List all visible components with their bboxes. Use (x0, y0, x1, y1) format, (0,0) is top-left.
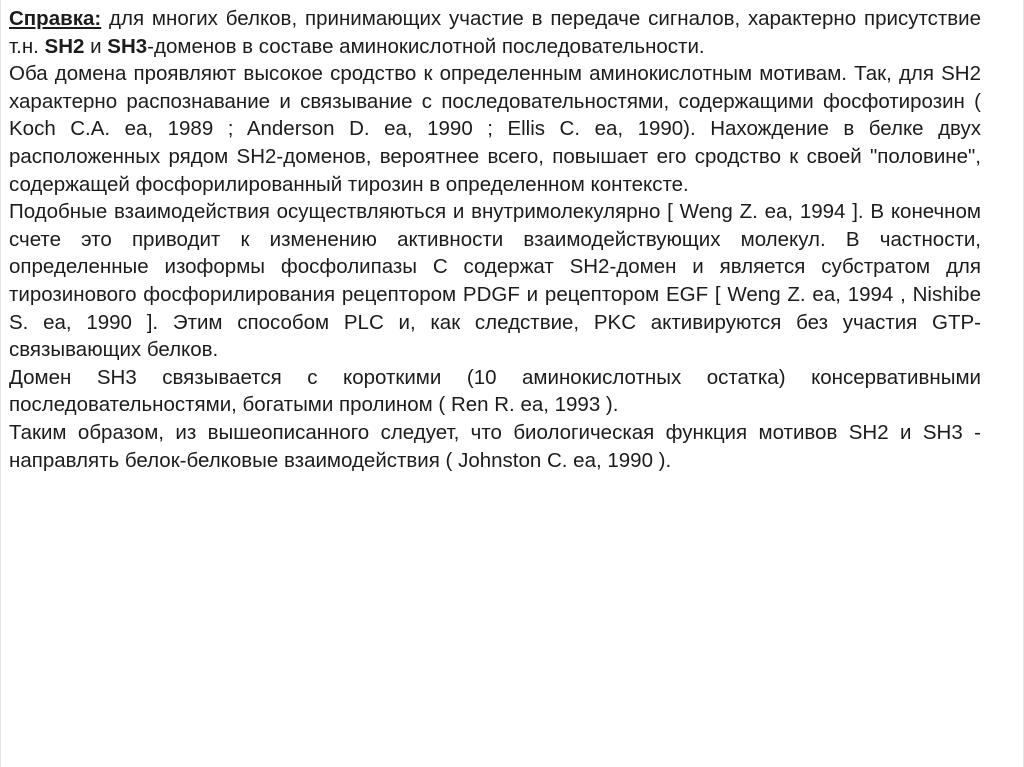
term-sh3: SH3 (107, 34, 148, 58)
paragraph-affinity: Оба домена проявляют высокое сродство к определенным аминокислотным мотивам. Так, для SH2 характерно распознавание и связывание с последовательностями, содержащими фосфотирозин ( Koch C.A. ea, 1989 ; Anderson D. ea, 1990 ; Ellis C. ea, 1990). Нахождение в белке двух расположенных рядом SH2-доменов, вероятнее всего, повышает его сродство к своей "половине", содержащей фосфорилированный тирозин в определенном контексте. (9, 62, 981, 196)
text-body (9, 5, 981, 474)
paragraph-conclusion: Таким образом, из вышеописанного следует, что биологическая функция мотивов SH2 и SH3 - направлять белок-белковые взаимодействия ( Johnston C. ea, 1990 ). (9, 420, 981, 472)
reference-text-a: для многих белков, принимающих участие в передаче сигналов, характерно присутствие т.н. (9, 7, 981, 58)
reference-text-b: и (84, 34, 108, 58)
reference-text-c: -доменов в составе аминокислотной последовательности. (147, 34, 705, 58)
paragraph-intramolecular: Подобные взаимодействия осуществляються и внутримолекулярно [ Weng Z. ea, 1994 ]. В конечном счете это приводит к изменению активности взаимодействующих молекул. В частности, определенные изоформы фосфолипазы С содержат SH2-домен и является субстратом для тирозинового фосфорилирования рецептором PDGF и рецептором EGF [ Weng Z. ea, 1994 , Nishibe S. ea, 1990 ]. Этим способом PLC и, как следствие, PKC активируются без участия GTP-связывающих белков. (9, 200, 981, 362)
slide-left-border (0, 0, 1, 767)
reference-label: Справка: (9, 7, 102, 30)
paragraph-reference (9, 5, 981, 60)
term-sh2: SH2 (44, 34, 85, 58)
paragraph-sh3-binding: Домен SH3 связывается с короткими (10 аминокислотных остатка) консервативными последовательностями, богатыми пролином ( Ren R. ea, 1993 ). (9, 365, 981, 417)
